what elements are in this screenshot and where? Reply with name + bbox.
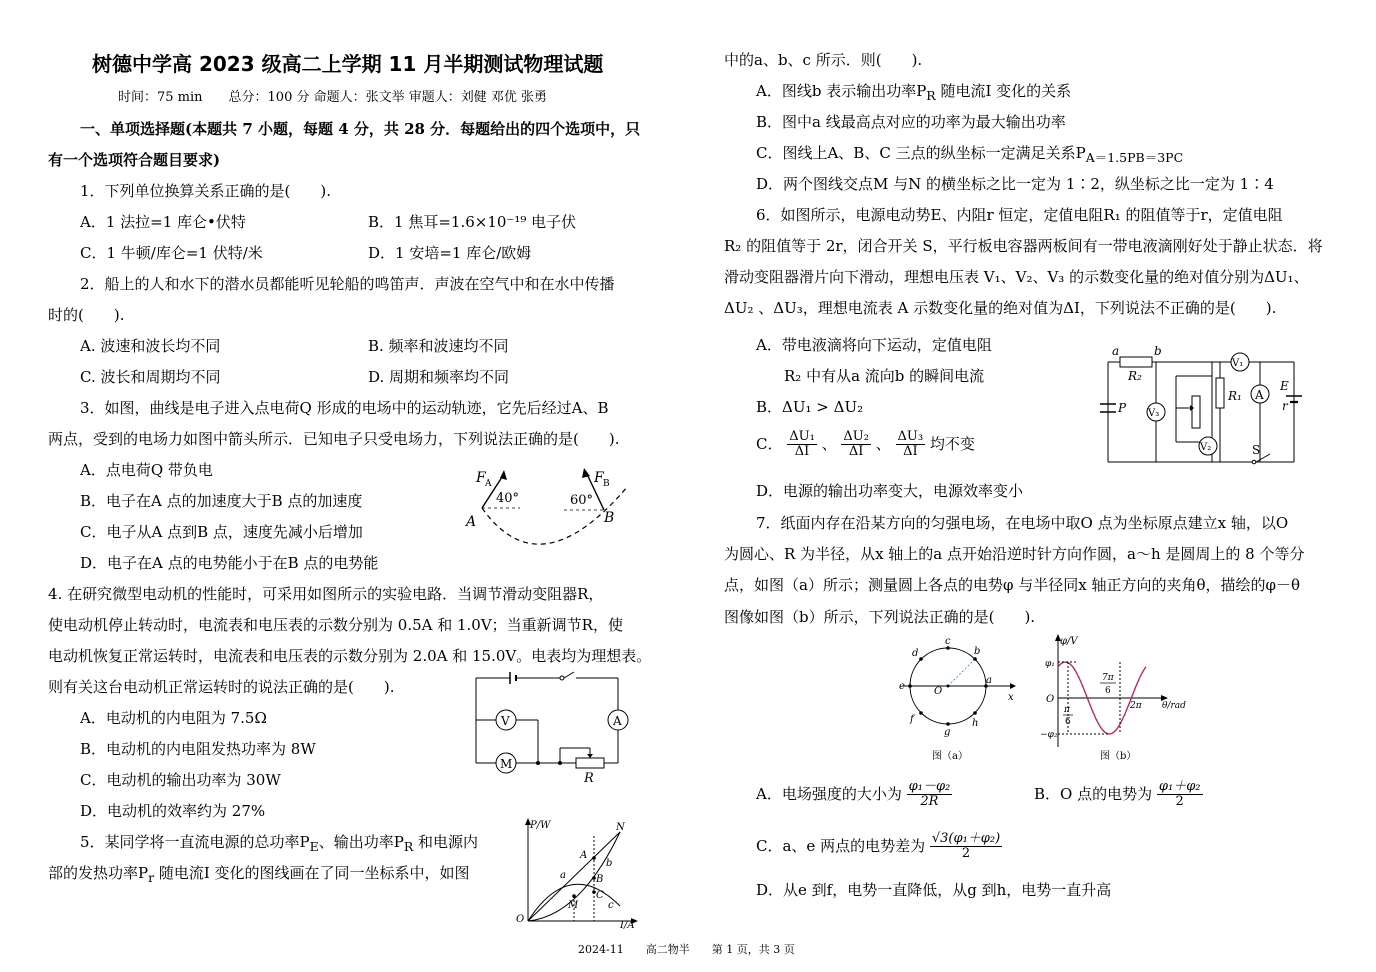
q5-option-c-text: C．图线上A、B、C 三点的纵坐标一定满足关系P [756,144,1086,162]
q3-option-c: C．电子从A 点到B 点，速度先减小后增加 [80,523,363,541]
q7-option-b-num: φ₁＋φ₂ [1158,779,1201,794]
q7-option-c-frac [930,832,1002,862]
q7b-xlabel: θ/rad [1162,701,1186,711]
q5-point-n: N [616,822,625,833]
q6-option-c-tail: 均不变 [929,434,975,453]
section-heading-line2: 有一个选项符合题目要求) [48,151,221,169]
q5-option-a-sub: R [926,88,936,103]
q7a-point-g: g [944,727,951,738]
q4-stem-line2: 使电动机停止转动时，电流表和电压表的示数分别为 0.5A 和 1.0V；当重新调节R，使 [48,616,623,634]
q7-option-b-frac [1157,780,1203,810]
q5-line-b: b [606,858,613,869]
q4-option-c: C．电动机的输出功率为 30W [80,771,281,789]
q5-stem1-c: 和电源内 [413,833,479,851]
q6-v1-label: V₁ [1232,358,1244,369]
q7a-point-d: d [912,648,919,659]
q3-option-a: A．点电荷Q 带负电 [80,461,213,479]
page-footer: 2024-11 高二物半 第 1 页，共 3 页 [578,943,795,956]
q4-stem-line3: 电动机恢复正常运转时，电流表和电压表的示数分别为 2.0A 和 15.0V。电表均为理想表。 [48,647,652,665]
q4-circuit-figure [470,668,640,786]
q3-point-b: B [604,510,615,526]
q5-line-c: c [608,900,614,911]
q5-option-b: B．图中a 线最高点对应的功率为最大输出功率 [756,113,1066,131]
q1-option-d: D．1 安培=1 库仑/欧姆 [368,244,532,262]
q1-stem: 1．下列单位换算关系正确的是( ). [80,182,332,200]
q7b-origin: O [1046,694,1055,705]
q5-option-a-tail: 随电流I 变化的关系 [935,82,1072,100]
q6-ammeter-label: A [1255,388,1264,402]
q5-option-c-sub2: B＝3P [1135,150,1174,165]
q6-frac3-num: ΔU₃ [897,429,924,444]
q5-point-b: B [596,874,604,885]
q5-option-a [756,82,1071,103]
q7-circle-figure-a [896,634,1022,764]
q3-fb-sub: B [603,479,610,489]
q1-option-b: B．1 焦耳=1.6×10⁻¹⁹ 电子伏 [368,213,577,231]
q7a-point-e: e [899,681,905,692]
q7-option-a-pre: A．电场强度的大小为 [756,784,902,803]
q6-node-a: a [1112,344,1120,358]
q7b-2pi: 2π [1130,701,1142,711]
q6-frac2-den: ΔI [848,444,864,460]
q2-option-c: C. 波长和周期均不同 [80,368,221,386]
q6-option-a-line1: A．带电液滴将向下运动，定值电阻 [756,336,992,354]
q5-stem-line2 [48,864,470,885]
q6-option-a-line2: R₂ 中有从a 流向b 的瞬间电流 [784,367,985,385]
q1-option-c: C．1 牛顿/库仑=1 伏特/米 [80,244,263,262]
q6-frac1-den: ΔI [794,444,810,460]
q5-option-c-sub3: C [1173,150,1184,165]
q3-stem-line1: 3．如图，曲线是电子进入点电荷Q 形成的电场中的运动轨迹，它先后经过A、B [80,399,609,417]
q4-option-a: A．电动机的内电阻为 7.5Ω [80,709,267,727]
q7b-pi-num: π [1064,705,1070,715]
q3-fb-label: F [594,470,604,486]
q7-option-c-pre: C．a、e 两点的电势差为 [756,836,926,855]
q5-stem1-b: 、输出功率P [318,833,404,851]
q6-stem-line3: 滑动变阻器滑片向下滑动，理想电压表 V₁、V₂、V₃ 的示数变化量的绝对值分别为ΔU₁、 [724,268,1309,286]
q7-option-c-den: 2 [961,846,971,862]
q7b-phi2: −φ₂ [1040,730,1058,740]
q7-option-a [756,780,952,810]
q7-stem-line1: 7．纸面内存在沿某方向的匀强电场，在电场中取O 点为坐标原点建立x 轴，以O [756,514,1289,532]
q7-option-b-den: 2 [1175,794,1184,810]
q5-option-a-text: A．图线b 表示输出功率P [756,82,927,100]
q7-potential-graph-b [1036,632,1196,764]
q5-stem2-b: 随电流I 变化的图线画在了同一坐标系中，如图 [154,864,470,882]
q4-stem-line4: 则有关这台电动机正常运转时的说法正确的是( ). [48,678,395,696]
q7-stem-line2: 为圆心、R 为半径，从x 轴上的a 点开始沿逆时针方向作圆，a～h 是圆周上的 8 个等分 [724,545,1305,563]
q6-sep2: 、 [875,434,891,453]
q6-option-c [756,430,975,460]
q6-node-b: b [1154,344,1162,358]
q5-option-c [756,144,1183,165]
q4-stem-line1: 4. 在研究微型电动机的性能时，可采用如图所示的实验电路．当调节滑动变阻器R， [48,585,604,603]
q6-v3-label: V₃ [1148,408,1160,419]
q2-stem-line2: 时的( ). [48,306,125,324]
q5-stem2-r: r [148,870,155,885]
q7-option-b-pre: B．O 点的电势为 [1034,784,1153,803]
q5-xlabel: I/A [620,920,635,931]
q7-option-c-num: √3(φ₁＋φ₂) [931,831,1001,846]
q7-option-d: D．从e 到f，电势一直降低，从g 到h，电势一直升高 [756,881,1112,899]
q7-stem-line4: 图像如图（b）所示，下列说法正确的是( ). [724,608,1036,626]
q6-frac3 [896,430,926,460]
q6-v2-label: V₂ [1200,442,1212,453]
q6-frac1-num: ΔU₁ [789,429,815,444]
q7-option-b [1034,780,1203,810]
q5-option-d: D．两个图线交点M 与N 的横坐标之比一定为 1∶2，纵坐标之比一定为 1∶4 [756,175,1274,193]
q5-stem2-a: 部的发热功率P [48,864,149,882]
q2-option-b: B. 频率和波速均不同 [368,337,509,355]
q4-motor-label: M [500,757,513,771]
q7-option-a-num: φ₁－φ₂ [908,779,951,794]
q4-option-b: B．电动机的内电阻发热功率为 8W [80,740,316,758]
q3-trajectory-figure [460,460,635,550]
q6-plate-label: P [1118,401,1127,415]
q7a-point-c: c [945,636,951,647]
q7b-pi-den: 6 [1065,717,1071,727]
q7a-point-h: h [972,718,979,729]
q7-option-a-frac [907,780,953,810]
q7b-phi1: φ₁ [1045,659,1055,669]
q3-stem-line2: 两点，受到的电场力如图中箭头所示．已知电子只受电场力，下列说法正确的是( ). [48,430,620,448]
q7-stem-line3: 点，如图（a）所示；测量圆上各点的电势φ 与半径同x 轴正方向的夹角θ，描绘的φ－θ [724,576,1301,594]
q6-circuit-figure [1094,342,1314,470]
q2-option-a: A. 波速和波长均不同 [80,337,221,355]
q6-r1-label: R₁ [1228,389,1242,403]
q5-ylabel: P/W [530,820,551,831]
q7b-7pi-num: 7π [1102,673,1114,683]
q6-internal-r: r [1282,399,1288,413]
q6-r2-label: R₂ [1128,369,1142,383]
q4-ammeter-label: A [613,714,622,728]
q7-option-a-den: 2R [920,794,939,810]
q3-fa-sub: A [485,479,492,489]
q7a-point-b: b [974,646,981,657]
q4-voltmeter-label: V [501,714,510,728]
q4-rheostat-label: R [584,771,594,786]
q6-emf-label: E [1280,379,1289,393]
q7-option-c [756,832,1002,862]
q5-stem1-e: E [309,839,319,854]
q5-stem1-r: R [403,839,414,854]
q7a-point-f: f [910,714,914,725]
q6-stem-line2: R₂ 的阻值等于 2r，闭合开关 S，平行板电容器两板间有一带电液滴刚好处于静止状态．将 [724,237,1323,255]
q5-stem1-a: 5．某同学将一直流电源的总功率P [80,833,310,851]
section-heading-line1: 一、单项选择题(本题共 7 小题，每题 4 分，共 28 分．每题给出的四个选项中，只 [80,120,641,138]
q3-point-a: A [466,514,477,530]
q6-option-c-pre: C． [756,434,783,453]
q5-power-graph [510,816,640,931]
q5-option-c-sub1: A＝1.5P [1085,150,1136,165]
q6-switch-label: S [1252,443,1261,457]
q6-frac2 [841,430,871,460]
q5-line-a: a [560,870,566,881]
q2-option-d: D. 周期和频率均不同 [368,368,510,386]
q7a-caption: 图（a） [932,751,968,762]
q7b-caption: 图（b） [1100,751,1137,762]
q6-stem-line4: ΔU₂ 、ΔU₃，理想电流表 A 示数变化量的绝对值为ΔI，下列说法不正确的是( ). [724,299,1277,317]
q6-frac2-num: ΔU₂ [843,429,869,444]
q6-option-d: D．电源的输出功率变大，电源效率变小 [756,482,1024,500]
page-title: 树德中学高 2023 级高二上学期 11 月半期测试物理试题 [92,52,604,76]
q3-fa-label: F [476,470,486,486]
q6-stem-line1: 6．如图所示，电源电动势E、内阻r 恒定，定值电阻R₁ 的阻值等于r，定值电阻 [756,206,1283,224]
q5-point-m: M [568,900,579,911]
q5-stem-line3: 中的a、b、c 所示．则( ). [724,51,923,69]
q5-point-c: C [596,890,604,901]
q6-frac1 [787,430,817,460]
exam-meta: 时间：75 min 总分：100 分 命题人：张文举 审题人：刘健 邓优 张勇 [118,90,548,105]
q5-stem-line1 [80,833,478,854]
q3-option-d: D．电子在A 点的电势能小于在B 点的电势能 [80,554,379,572]
q3-option-b: B．电子在A 点的加速度大于B 点的加速度 [80,492,363,510]
q7a-x-axis: x [1008,692,1014,703]
q7b-7pi-den: 6 [1105,686,1111,696]
q6-frac3-den: ΔI [903,444,918,460]
q7a-origin: O [934,686,943,697]
q7a-point-a: a [986,675,992,686]
q3-angle-b: 60° [570,493,594,508]
q2-stem-line1: 2．船上的人和水下的潜水员都能听见轮船的鸣笛声．声波在空气中和在水中传播 [80,275,615,293]
q5-origin: O [516,914,525,925]
q6-sep1: 、 [821,434,837,453]
q6-option-b: B．ΔU₁ > ΔU₂ [756,398,864,416]
q7b-ylabel: φ/V [1060,636,1078,647]
q3-angle-a: 40° [496,491,520,506]
q5-point-a: A [580,850,588,861]
q4-option-d: D．电动机的效率约为 27% [80,802,266,820]
q1-option-a: A．1 法拉=1 库仑•伏特 [80,213,246,231]
